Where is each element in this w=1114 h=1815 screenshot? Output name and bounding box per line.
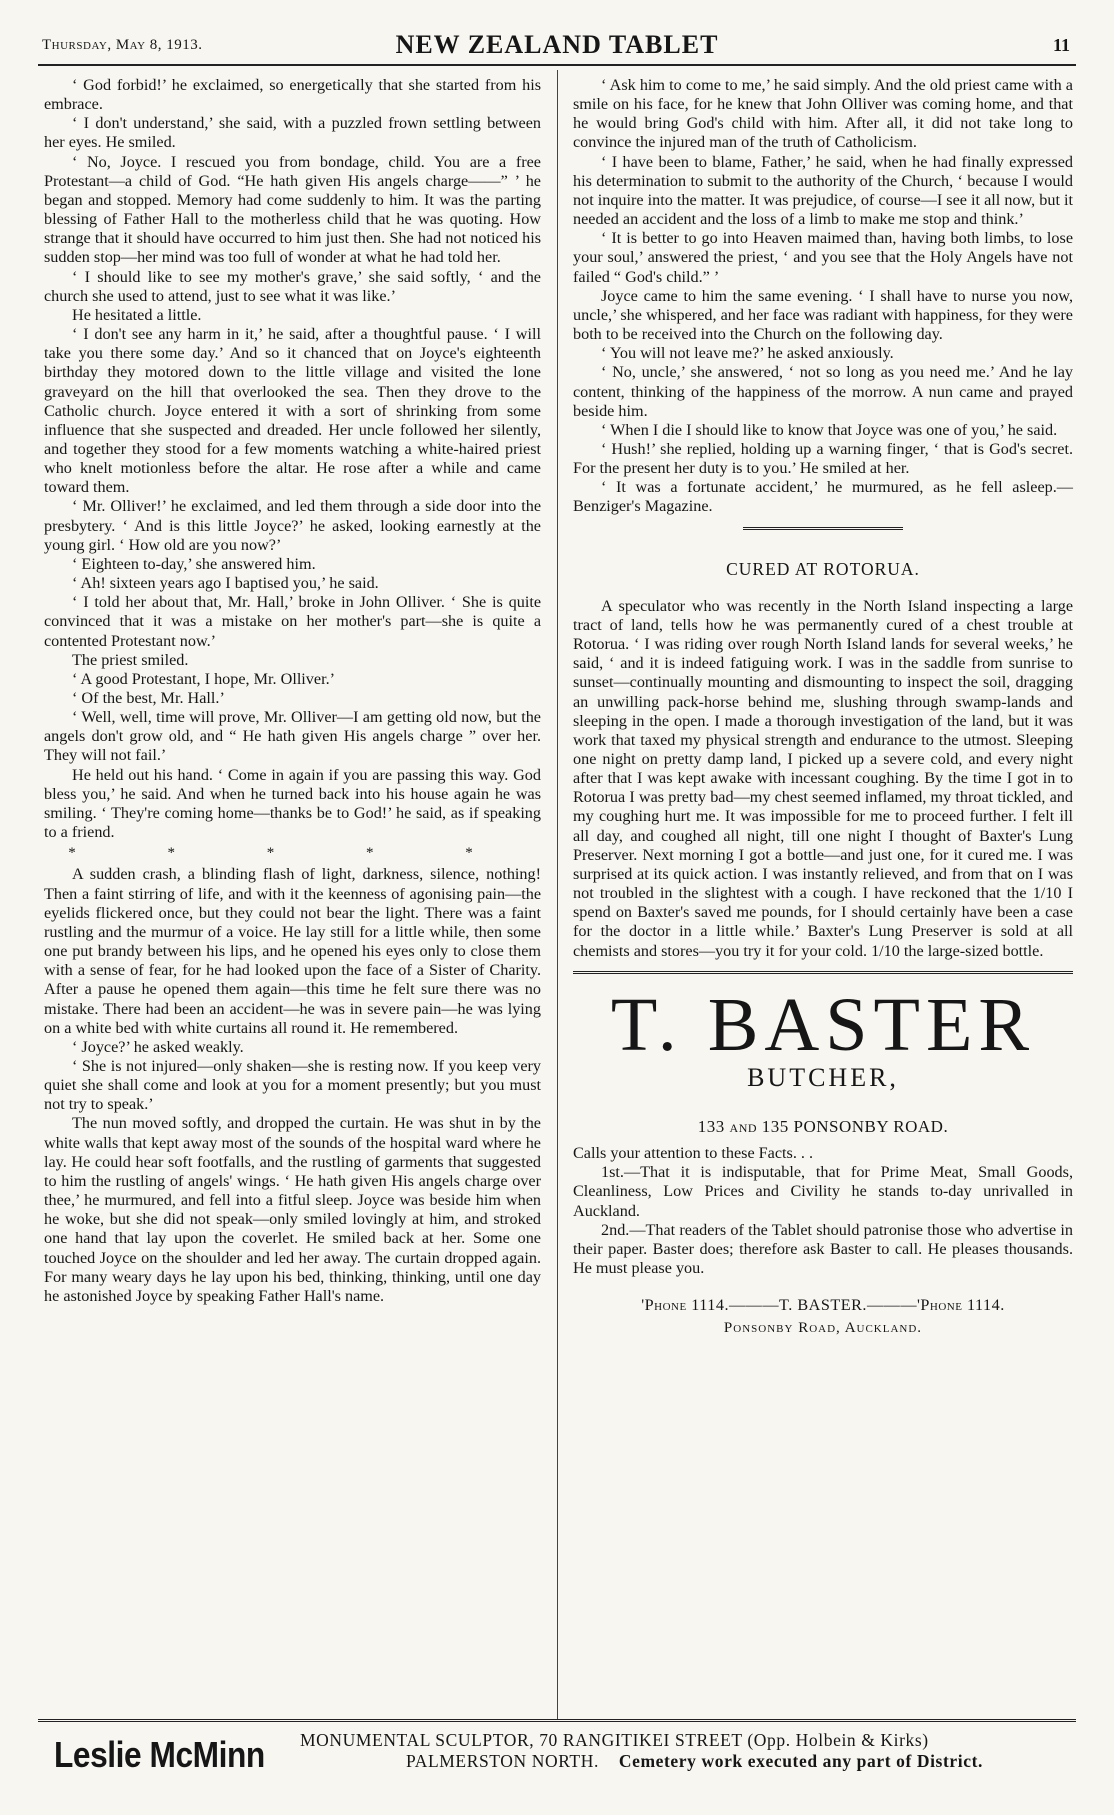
sculptor-name: Leslie McMinn — [54, 1734, 265, 1775]
baster-advertisement — [573, 982, 1073, 1339]
story-paragraph: ‘ No, Joyce. I rescued you from bondage, child. You are a free Protestant—a child of God. “He hath given His angels charge——” ’ he began and stopped. Memory had come suddenly to him. It was the parting blessing of Father Hall to the motherless child that he was quoting. How strange that it should have occurred to him just then. She had not noticed his sudden stop—her mind was too full of wonder at what he had told her. — [44, 152, 541, 267]
newspaper-title: NEW ZEALAND TABLET — [395, 30, 719, 59]
issue-date: Thursday, May 8, 1913. — [42, 37, 203, 53]
story-paragraph: ‘ Joyce?’ he asked weakly. — [72, 1037, 244, 1056]
sculptor-address: MONUMENTAL SCULPTOR, 70 RANGITIKEI STREET (Opp. Holbein & Kirks) — [300, 1730, 929, 1750]
story-paragraph: ‘ A good Protestant, I hope, Mr. Olliver.’ — [72, 669, 336, 688]
rotorua-heading: CURED AT ROTORUA. — [726, 558, 920, 579]
sculptor-town-line — [406, 1751, 983, 1772]
advertisement-rule — [573, 971, 1073, 974]
story-end-rule — [743, 527, 903, 530]
story-paragraph: ‘ Of the best, Mr. Hall.’ — [72, 689, 225, 707]
address-and: and — [729, 1116, 758, 1136]
ad-fact-2: 2nd.—That readers of the Tablet should patronise those who advertise in their paper. Baster does; therefore ask Baster to call. He pleases thousands. He must please you. — [573, 1220, 1073, 1277]
sculptor-note: Cemetery work executed any part of District. — [618, 1751, 983, 1771]
story-paragraph: ‘ Eighteen to-day,’ she answered him. — [72, 554, 316, 573]
story-paragraph: ‘ It is better to go into Heaven maimed than, having both limbs, to lose your soul,’ answered the priest, ‘ and you see that the Holy Angels have not failed “ God's child.” ’ — [573, 229, 1073, 286]
footer-rule — [38, 1719, 1076, 1722]
story-paragraph: Joyce came to him the same evening. ‘ I shall have to nurse you now, uncle,’ she whispered, and her face was radiant with happiness, for they were both to be received into the Church on the following day. — [573, 286, 1073, 344]
ad-location: Ponsonby Road, Auckland. — [723, 1320, 923, 1337]
story-paragraph: ‘ No, uncle,’ she answered, ‘ not so long as you need me.’ And he lay content, thinking of the happiness of the morrow. A nun came and prayed beside him. — [573, 363, 1073, 420]
story-paragraph: ‘ Well, well, time will prove, Mr. Olliver—I am getting old now, but the angels don't grow old, and “ He hath given His angels charge ” over her. They will not fail.’ — [44, 708, 541, 765]
address-street: 135 PONSONBY ROAD. — [761, 1116, 949, 1136]
left-column — [44, 76, 541, 1306]
story-paragraph: ‘ I have been to blame, Father,’ he said, when he had finally expressed his determination to submit to the authority of the Church, ‘ because I would not inquire into the matter. It was prejudice, of course—I see it all now, but it needed an accident and the loss of a limb to make me stop and think.’ — [573, 152, 1073, 229]
masthead — [38, 30, 1076, 66]
sculptor-advertisement — [38, 1730, 1076, 1790]
story-paragraph: ‘ Hush!’ she replied, holding up a warning finger, ‘ that is God's secret. For the present her duty is to you.’ He smiled at her. — [573, 439, 1073, 478]
story-paragraph: ‘ Mr. Olliver!’ he exclaimed, and led them through a side door into the presbytery. ‘ And is this little Joyce?’ he asked, looking earnestly at the young girl. ‘ How old are you now?’ — [44, 497, 541, 554]
story-paragraph: ‘ When I die I should like to know that Joyce was one of you,’ he said. — [601, 420, 1058, 439]
story-paragraph: ‘ I should like to see my mother's grave,’ she said softly, ‘ and the church she used to attend, just to see what it was like.’ — [44, 267, 541, 305]
story-paragraph: ‘ I don't see any harm in it,’ he said, after a thoughtful pause. ‘ I will take you there some day.’ And so it chanced that on Joyce's eighteenth birthday they motored down to the little village and visited the lone graveyard on the hill that overlooked the sea. Then they drove to the Catholic church. Joyce entered it with a sort of shrinking from some influence that she suspected and dreaded. Her uncle followed her silently, and together they stood for a few moments watching a white-haired priest who knelt motionless before the altar. He rose after a while and came toward them. — [44, 325, 541, 497]
address-number: 133 — [697, 1116, 725, 1136]
right-column — [573, 76, 1073, 1338]
story-paragraph: The nun moved softly, and dropped the curtain. He was shut in by the white walls that kept away most of the sounds of the hospital ward where he lay. He could hear soft footfalls, and the rustling of garments that suggested to him the rustling of angels' wings. ‘ He hath given His angels charge over thee,’ he murmured, and fell into a fitful sleep. Joyce was beside him when he woke, but she did not speak—only smiled lovingly at him, and stroked one hand that lay upon the coverlet. He smiled back at her. Some one touched Joyce on the shoulder and led her away. The curtain dropped again. For many weary days he lay upon his bed, thinking, thinking, until one day he astonished Joyce by speaking Father Hall's name. — [44, 1114, 541, 1305]
column-divider — [557, 70, 558, 1720]
story-paragraph: ‘ She is not injured—only shaken—she is resting now. If you keep very quiet she shall come and look at you for a moment presently; but you must not try to speak.’ — [44, 1056, 541, 1114]
story-paragraph: ‘ I told her about that, Mr. Hall,’ broke in John Olliver. ‘ She is quite convinced that it was a mistake on her mother's part—she is quite a contented Protestant now.’ — [44, 593, 541, 650]
butcher-trade: BUTCHER, — [747, 1062, 899, 1092]
story-paragraph: He held out his hand. ‘ Come in again if you are passing this way. God bless you,’ he said. And when he turned back into his house again he was smiling. ‘ They're coming home—thanks be to God!’ he said, as if speaking to a friend. — [44, 765, 541, 842]
butcher-address — [573, 1117, 1073, 1136]
ad-intro: Calls your attention to these Facts. . . — [573, 1144, 814, 1163]
story-paragraph: ‘ It was a fortunate accident,’ he murmured, as he fell asleep.—Benziger's Magazine. — [573, 478, 1073, 516]
butcher-name: T. BASTER — [610, 982, 1036, 1067]
sculptor-town: PALMERSTON NORTH. — [406, 1751, 599, 1771]
rotorua-article: A speculator who was recently in the North Island inspecting a large tract of land, tells how he was permanently cured of a chest trouble at Rotorua. ‘ I was riding over rough North Island lands for several weeks,’ he said, ‘ and it is indeed fatiguing work. I was in the saddle from sunrise to sunset—continually mounting and dismounting to inspect the soil, dragging an unwilling pack-horse behind me, slushing through swamp-lands and sleeping in the open. I made a thorough investigation of the land, but it was work that taxed my physical strength and endurance to the utmost. Sleeping one night on pretty damp land, I picked up a severe cold, and every night after that I was kept awake with incessant coughing. By the time I got in to Rotorua I was pretty bad—my chest seemed inflamed, my throat tickled, and my coughing hurt me. It was impossible for me to proceed further. I felt ill all day, and coughed all night, till one night I thought of Baxter's Lung Preserver. Next morning I got a bottle—and just one, for it cured me. I was surprised at its quick action. I was instantly relieved, and from that on I was not troubled in the slightest with a cough. I have reckoned that the 1/10 I spend on Baxter's saved me pounds, for I should certainly have been a case for the doctor in a little while.’ Baxter's Lung Preserver is sold at all chemists and stores—you try it for your cold. 1/10 the large-sized bottle. — [573, 596, 1073, 960]
page-number: 11 — [1052, 35, 1070, 55]
section-break-stars: * * * * * — [68, 845, 517, 862]
story-paragraph: ‘ Ask him to come to me,’ he said simply. And the old priest came with a smile on his face, for he knew that John Olliver was coming home, and that he would bring God's child with him. After all, it did not take long to convince the injured man of the truth of Catholicism. — [573, 76, 1073, 152]
story-paragraph: ‘ Ah! sixteen years ago I baptised you,’ he said. — [72, 574, 379, 593]
story-paragraph: ‘ God forbid!’ he exclaimed, so energetically that she started from his embrace. — [44, 76, 541, 114]
story-paragraph: ‘ You will not leave me?’ he asked anxiously. — [601, 344, 894, 363]
story-paragraph: He hesitated a little. — [72, 305, 202, 324]
story-paragraph: The priest smiled. — [72, 650, 189, 669]
ad-fact-1: 1st.—That it is indisputable, that for Prime Meat, Small Goods, Cleanliness, Low Prices and Civility he stands to-day unrivalled in Auckland. — [573, 1163, 1073, 1220]
story-paragraph: ‘ I don't understand,’ she said, with a puzzled frown settling between her eyes. He smiled. — [44, 114, 541, 152]
ad-phone-line: 'Phone 1114.———T. BASTER.———'Phone 1114. — [641, 1296, 1005, 1315]
story-paragraph: A sudden crash, a blinding flash of light, darkness, silence, nothing! Then a faint stirring of life, and with it the keenness of agonising pain—the eyelids flickered once, but they could not bear the light. There was a faint rustling and the murmur of a voice. He lay still for a little while, then some one put brandy between his lips, and he opened his eyes only to close them with a sense of fear, for he had looked upon the face of a Sister of Charity. After a pause he opened them again—this time he felt sure there was no mistake. There had been an accident—he was in severe pain—he was lying on a white bed with white curtains all round it. He remembered. — [44, 865, 541, 1037]
